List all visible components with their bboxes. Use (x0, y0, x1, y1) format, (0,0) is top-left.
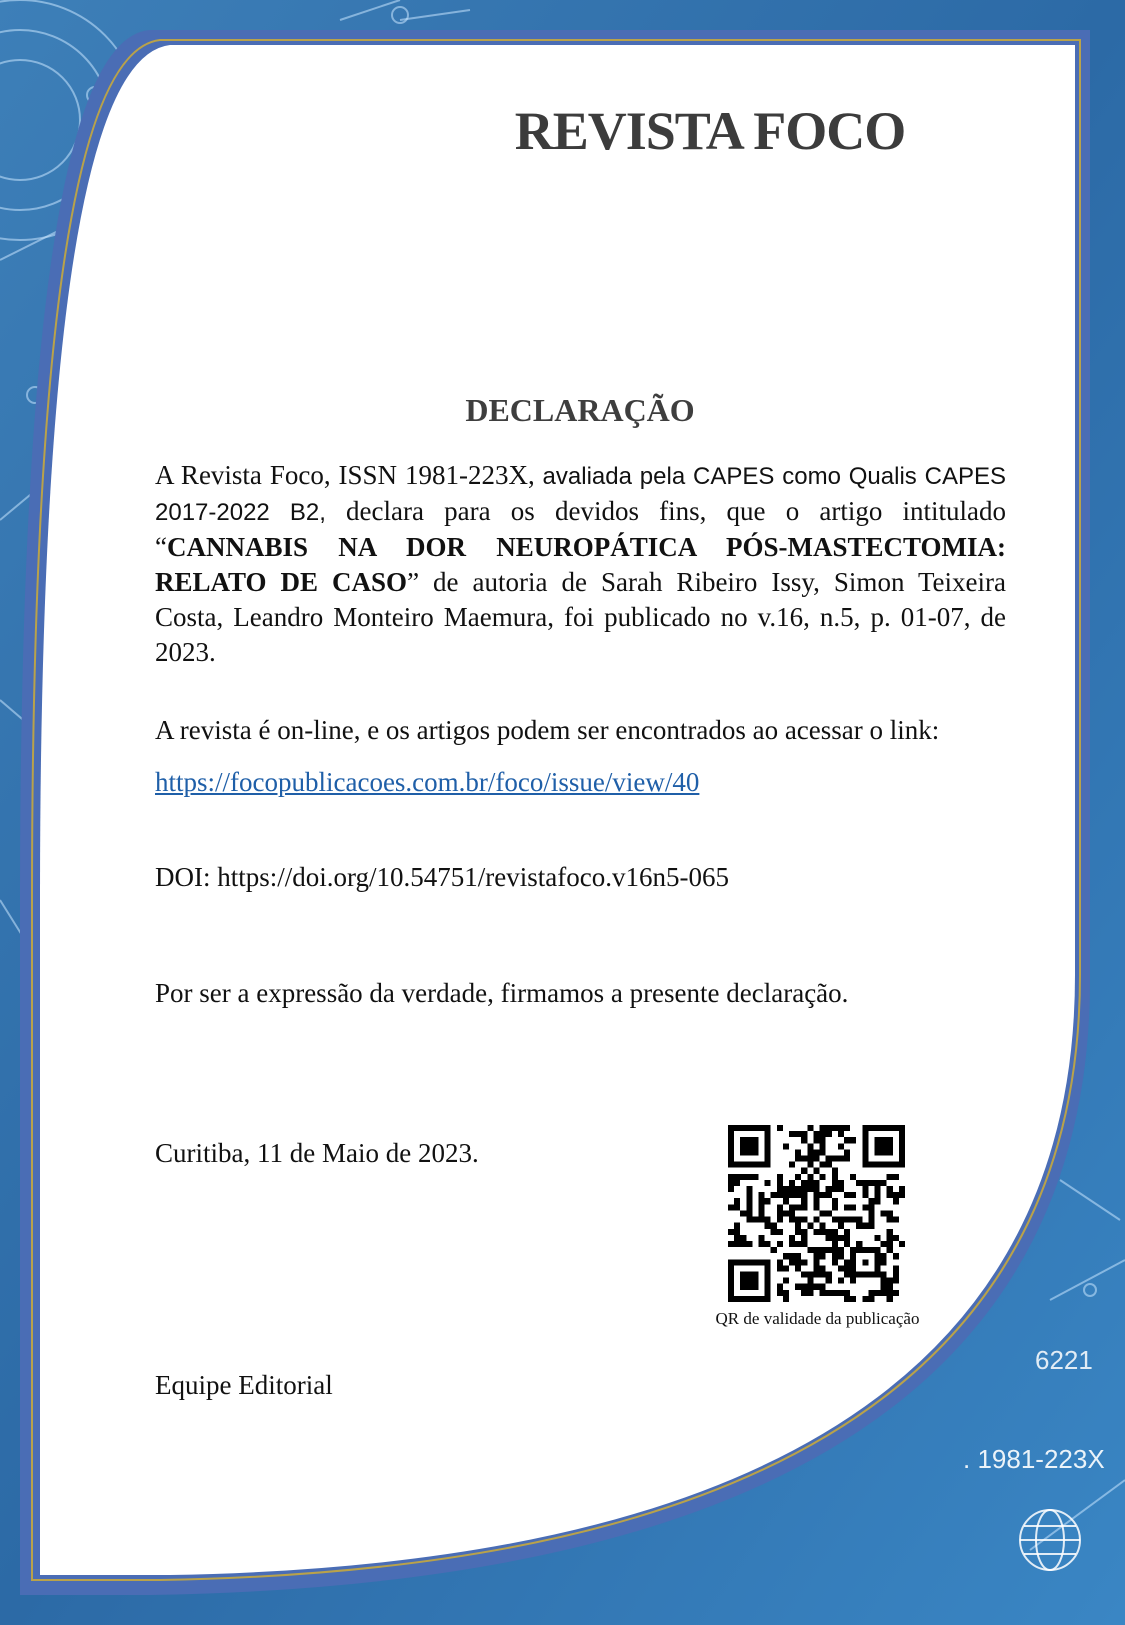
date-location: Curitiba, 11 de Maio de 2023. (155, 1138, 479, 1168)
issue-link[interactable]: https://focopublicacoes.com.br/foco/issue/view/40 (155, 767, 700, 797)
signature-editorial: Equipe Editorial (155, 1370, 333, 1400)
article-title: CANNABIS NA DOR NEUROPÁTICA PÓS-MASTECTOMIA: RELATO DE CASO (155, 532, 1006, 597)
truth-statement: Por ser a expressão da verdade, firmamos a presente declaração. (155, 978, 849, 1008)
background-issn-text: . 1981-223X (963, 1444, 1105, 1474)
body-text-authors: ” de autoria de Sarah Ribeiro Issy, Simon Teixeira Costa, Leandro Monteiro Maemura, foi publicado no v.16, n.5, p. 01-07, de 2023. (155, 567, 1006, 667)
qr-caption: QR de validade da publicação (715, 1309, 920, 1328)
online-notice: A revista é on-line, e os artigos podem ser encontrados ao acessar o link: (155, 715, 940, 745)
journal-title: REVISTA FOCO (514, 101, 906, 161)
background-number-text: 6221 (1035, 1345, 1093, 1375)
body-text-part1: A Revista Foco, ISSN 1981-223X, (155, 460, 535, 490)
doi-text: DOI: https://doi.org/10.54751/revistafoco.v16n5-065 (155, 862, 729, 892)
body-text-capes: avaliada pela CAPES como Qualis CAPES 2017-2022 B2, (155, 463, 1006, 526)
background-logo-text: RE (180, 56, 300, 144)
declaration-body (155, 458, 1006, 670)
body-text-part3: declara para os devidos fins, que o artigo intitulado “ (155, 496, 1006, 562)
declaration-heading: DECLARAÇÃO (465, 392, 695, 428)
qr-code-icon (728, 1125, 905, 1302)
